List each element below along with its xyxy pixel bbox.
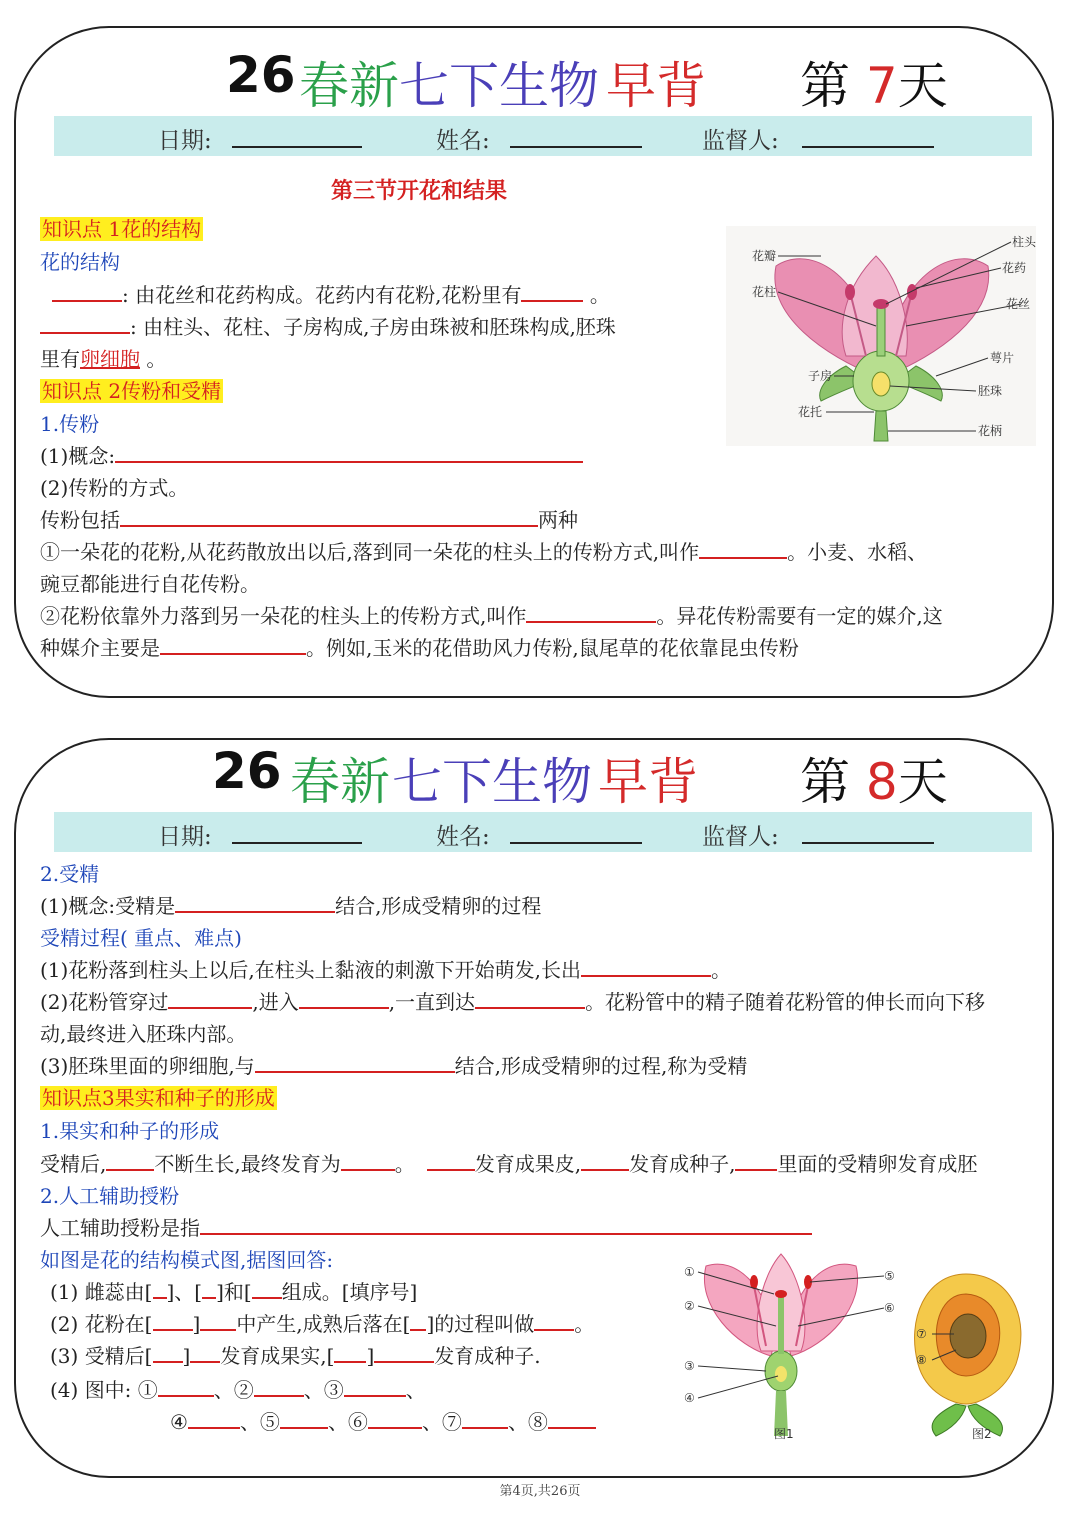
card-day-7 (14, 26, 1054, 698)
q3-blank-2[interactable] (190, 1343, 220, 1363)
label-stigma: 柱头 (1012, 235, 1036, 249)
name-label: 姓名: (436, 824, 490, 850)
pistil-blank[interactable] (40, 314, 130, 334)
fig2-marker-7: ⑦ (916, 1327, 927, 1341)
subheading-diagram-question: 如图是花的结构模式图,据图回答: (40, 1248, 334, 1272)
label-filament: 花丝 (1006, 297, 1031, 311)
section-title: 第三节开花和结果 (330, 178, 507, 204)
question-1: (1) 雌蕊由[ ]、[ ]和[ 组成。[填序号] (50, 1280, 418, 1304)
concept-line: (1)概念: (40, 440, 583, 469)
fig1-stigma (775, 1290, 787, 1298)
knowledge-point-2: 知识点 2传粉和受精 (42, 379, 222, 403)
cross-pollination-line: ②花粉依靠外力落到另一朵花的柱头上的传粉方式,叫作 。异花传粉需要有一定的媒介,这 (40, 604, 943, 628)
card-day-8 (14, 738, 1054, 1478)
label-sepal: 萼片 (990, 351, 1015, 365)
q3-blank-3[interactable] (334, 1343, 366, 1363)
fig2-marker-8: ⑧ (916, 1353, 927, 1367)
seed-blank[interactable] (581, 1151, 629, 1171)
info-bar (54, 116, 1032, 156)
figure-2-fruit (896, 1264, 1036, 1442)
fertilization-concept-line: (1)概念:受精是 结合,形成受精卵的过程 (40, 894, 542, 918)
subheading-pollination: 1.传粉 (40, 412, 100, 436)
medium-blank[interactable] (160, 635, 306, 655)
embryo-blank[interactable] (735, 1151, 777, 1171)
fig2-caption: 图2 (972, 1427, 992, 1441)
label-ovule: 胚珠 (978, 384, 1003, 398)
label-ovary: 子房 (808, 369, 833, 383)
header-number: 26 (226, 46, 296, 104)
header-title-part1: 春新 (299, 57, 399, 115)
q3-blank-4[interactable] (374, 1343, 434, 1363)
ovule (872, 372, 890, 396)
knowledge-point-3: 知识点3果实和种子的形成 (42, 1086, 275, 1110)
header-title-part2: 七下生物 (399, 57, 599, 115)
fig1-marker-3: ③ (684, 1359, 695, 1373)
q1-blank-2[interactable] (202, 1279, 216, 1299)
process-line-1: (1)花粉落到柱头上以后,在柱头上黏液的刺激下开始萌发,长出 。 (40, 958, 732, 982)
q4-blank-3[interactable] (344, 1377, 406, 1397)
name-field[interactable] (510, 842, 642, 844)
subheading-fruit-seed: 1.果实和种子的形成 (40, 1119, 220, 1143)
artificial-line: 人工辅助授粉是指 (40, 1212, 812, 1241)
info-bar (54, 812, 1032, 852)
name-field[interactable] (510, 146, 642, 148)
name-label: 姓名: (436, 128, 490, 154)
label-receptacle: 花托 (798, 405, 823, 419)
header-title-part2: 七下生物 (392, 753, 592, 811)
header-title-part1: 春新 (290, 753, 390, 811)
fertilization-concept-blank[interactable] (175, 893, 335, 913)
subheading-fertilization: 2.受精 (40, 862, 100, 886)
label-pedicel: 花柄 (978, 424, 1003, 438)
becomes-blank[interactable] (341, 1151, 395, 1171)
q3-blank-1[interactable] (153, 1343, 183, 1363)
fig1-marker-5: ⑤ (884, 1269, 895, 1283)
label-style: 花柱 (752, 285, 777, 299)
supervisor-label: 监督人: (702, 128, 779, 154)
ovule-line: 里有卵细胞 。 (40, 347, 167, 371)
cross-pollination-blank[interactable] (526, 603, 656, 623)
subheading-artificial: 2.人工辅助授粉 (40, 1184, 180, 1208)
date-label: 日期: (158, 824, 212, 850)
q1-blank-1[interactable] (153, 1279, 167, 1299)
artificial-blank[interactable] (200, 1215, 812, 1235)
card-header (16, 742, 1052, 822)
q2-blank-4[interactable] (534, 1311, 574, 1331)
self-pollination-line: ①一朵花的花粉,从花药散放出以后,落到同一朵花的柱头上的传粉方式,叫作 。小麦、水稻、 (40, 540, 928, 564)
q1-blank-3[interactable] (252, 1279, 282, 1299)
self-pollination-cont: 豌豆都能进行自花传粉。 (40, 572, 260, 596)
fig2-seed (950, 1314, 986, 1358)
card-header (16, 46, 1052, 126)
subheading-flower-structure: 花的结构 (40, 250, 120, 274)
fruit-seed-line: 受精后, 不断生长,最终发育为 。 发育成果皮, 发育成种子, 里面的受精卵发育成胚 (40, 1152, 978, 1176)
question-4: (4) 图中: ① 、② 、③ 、 (50, 1378, 426, 1402)
date-field[interactable] (232, 842, 362, 844)
includes-line: 传粉包括 两种 (40, 508, 578, 532)
date-field[interactable] (232, 146, 362, 148)
header-day: 第 7天 (800, 57, 948, 115)
fig1-marker-6: ⑥ (884, 1301, 895, 1315)
enter-blank[interactable] (299, 989, 389, 1009)
fig1-ovule (775, 1366, 787, 1382)
question-3: (3) 受精后[ ] 发育成果实,[ ] 发育成种子. (50, 1344, 541, 1368)
reach-blank[interactable] (475, 989, 585, 1009)
subheading-process: 受精过程( 重点、难点) (40, 926, 242, 950)
q4-blank-8[interactable] (548, 1409, 596, 1429)
process-line-3: (3)胚珠里面的卵细胞,与 结合,形成受精卵的过程,称为受精 (40, 1054, 748, 1078)
supervisor-field[interactable] (802, 842, 934, 844)
medium-line: 种媒介主要是 。例如,玉米的花借助风力传粉,鼠尾草的花依靠昆虫传粉 (40, 636, 799, 660)
fig1-marker-4: ④ (684, 1391, 695, 1405)
figure-1-flower (666, 1246, 896, 1442)
self-pollination-blank[interactable] (699, 539, 787, 559)
pedicel (874, 411, 888, 441)
supervisor-field[interactable] (802, 146, 934, 148)
q4-blank-6[interactable] (368, 1409, 422, 1429)
stamen-line: : 由花丝和花药构成。花药内有花粉,花粉里有 。 (52, 279, 610, 308)
q2-blank-1[interactable] (153, 1311, 193, 1331)
header-title-part3: 早背 (606, 57, 706, 115)
fig2-left-leaf (932, 1404, 966, 1436)
date-label: 日期: (158, 128, 212, 154)
header-day: 第 8天 (800, 753, 948, 811)
fig1-marker-2: ② (684, 1299, 695, 1313)
label-petal: 花瓣 (752, 249, 777, 263)
q4-blank-4[interactable] (188, 1409, 240, 1429)
q4-blank-2[interactable] (254, 1377, 304, 1397)
q2-blank-2[interactable] (200, 1311, 236, 1331)
anther-1 (907, 284, 917, 300)
header-title-part3: 早背 (598, 753, 698, 811)
grows-blank[interactable] (106, 1151, 154, 1171)
style (877, 306, 885, 356)
methods-line: (2)传粉的方式。 (40, 476, 189, 500)
pass-through-blank[interactable] (168, 989, 252, 1009)
fig1-marker-1: ① (684, 1265, 695, 1279)
pistil-line: : 由柱头、花柱、子房构成,子房由珠被和胚珠构成,胚珠 (40, 311, 616, 340)
q4-blank-7[interactable] (462, 1409, 508, 1429)
pollen-content-blank[interactable] (521, 282, 583, 302)
fig1-caption: 图1 (774, 1427, 794, 1441)
process-line-2: (2)花粉管穿过 ,进入 ,一直到达 。花粉管中的精子随着花粉管的伸长而向下移 (40, 990, 986, 1014)
process-line-2-cont: 动,最终进入胚珠内部。 (40, 1022, 247, 1046)
question-4-cont: ④ 、⑤ 、⑥ 、⑦ 、⑧ (170, 1406, 596, 1435)
q4-blank-5[interactable] (280, 1409, 328, 1429)
pollen-tube-blank[interactable] (581, 957, 711, 977)
supervisor-label: 监督人: (702, 824, 779, 850)
fig1-style (778, 1296, 784, 1354)
knowledge-point-1: 知识点 1花的结构 (42, 217, 202, 241)
page-footer: 第4页,共26页 (499, 1484, 581, 1499)
concept-blank[interactable] (115, 443, 583, 463)
question-2: (2) 花粉在[ ] 中产生,成熟后落在[ ]的过程叫做 。 (50, 1312, 595, 1336)
sperm-blank[interactable] (255, 1053, 455, 1073)
header-number: 26 (212, 742, 282, 800)
pericarp-blank[interactable] (427, 1151, 475, 1171)
q2-blank-3[interactable] (410, 1311, 426, 1331)
anther-2 (845, 284, 855, 300)
label-anther: 花药 (1002, 261, 1027, 275)
includes-blank[interactable] (120, 507, 538, 527)
q4-blank-1[interactable] (158, 1377, 214, 1397)
stamen-blank[interactable] (52, 282, 122, 302)
flower-structure-diagram (726, 226, 1036, 446)
